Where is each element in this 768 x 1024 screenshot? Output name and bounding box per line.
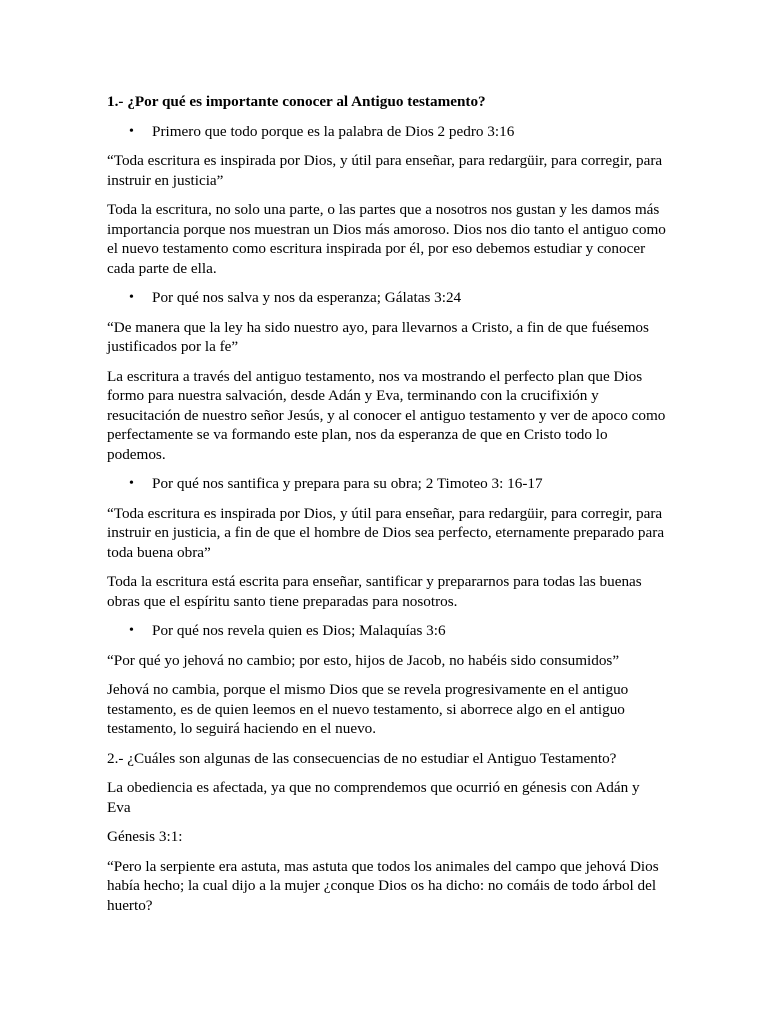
quote-paragraph: “Pero la serpiente era astuta, mas astuta que todos los animales del campo que jehová Dios había hecho; la cual dijo a la mujer ¿conque Dios os ha dicho: no comáis de todo árbol del huerto? [107, 857, 659, 914]
body-paragraph: La obediencia es afectada, ya que no comprendemos que ocurrió en génesis con Adán y Eva [107, 779, 640, 816]
body-paragraph: Toda la escritura está escrita para enseñar, santificar y prepararnos para todas las buenas obras que el espíritu santo tiene preparadas para nosotros. [107, 573, 642, 610]
document-body [107, 92, 667, 925]
bullet-item [107, 474, 667, 494]
body-paragraph: La escritura a través del antiguo testamento, nos va mostrando el perfecto plan que Dios formo para nuestra salvación, desde Adán y Eva, terminando con la crucifixión y resucitación de nuestro señor Jesús, y al conocer el antiguo testamento y ver de apoco como perfectamente se va formando este plan, nos da esperanza de que en Cristo todo lo podemos. [107, 367, 666, 463]
bullet-icon: • [129, 476, 134, 491]
bullet-icon: • [129, 623, 134, 638]
question-1-heading: 1.- ¿Por qué es importante conocer al Antiguo testamento? [107, 93, 486, 110]
bullet-text: Por qué nos revela quien es Dios; Malaquías 3:6 [152, 622, 446, 639]
quote-paragraph: “De manera que la ley ha sido nuestro ayo, para llevarnos a Cristo, a fin de que fuésemos justificados por la fe” [107, 318, 649, 355]
bullet-icon: • [129, 290, 134, 305]
question-2-heading: 2.- ¿Cuáles son algunas de las consecuencias de no estudiar el Antiguo Testamento? [107, 749, 617, 767]
quote-paragraph: “Toda escritura es inspirada por Dios, y útil para enseñar, para redargüir, para corregir, para instruir en justicia” [107, 152, 663, 189]
bullet-item [107, 122, 667, 142]
body-paragraph: Toda la escritura, no solo una parte, o las partes que a nosotros nos gustan y les damos más importancia porque nos muestran un Dios más amoroso. Dios nos dio tanto el antiguo como el nuevo testamento como escritura inspirada por él, por eso debemos estudiar y conocer cada parte de ella. [107, 201, 666, 277]
bullet-text: Por qué nos santifica y prepara para su obra; 2 Timoteo 3: 16-17 [152, 475, 543, 492]
bullet-item [107, 621, 667, 641]
bullet-text: Primero que todo porque es la palabra de Dios 2 pedro 3:16 [152, 122, 515, 140]
body-paragraph: Jehová no cambia, porque el mismo Dios que se revela progresivamente en el antiguo testamento, es de quien leemos en el nuevo testamento, si aborrece algo en el antiguo testamento, lo seguirá haciendo en el nuevo. [107, 681, 629, 737]
bullet-text: Por qué nos salva y nos da esperanza; Gálatas 3:24 [152, 289, 462, 306]
bullet-icon: • [129, 123, 134, 139]
quote-paragraph: “Toda escritura es inspirada por Dios, y útil para enseñar, para redargüir, para corregir, para instruir en justicia, a fin de que el hombre de Dios sea perfecto, eternamente preparado para toda buena obra” [107, 504, 665, 561]
scripture-reference: Génesis 3:1: [107, 828, 183, 845]
bullet-item [107, 288, 667, 308]
quote-paragraph: “Por qué yo jehová no cambio; por esto, hijos de Jacob, no habéis sido consumidos” [107, 651, 620, 669]
